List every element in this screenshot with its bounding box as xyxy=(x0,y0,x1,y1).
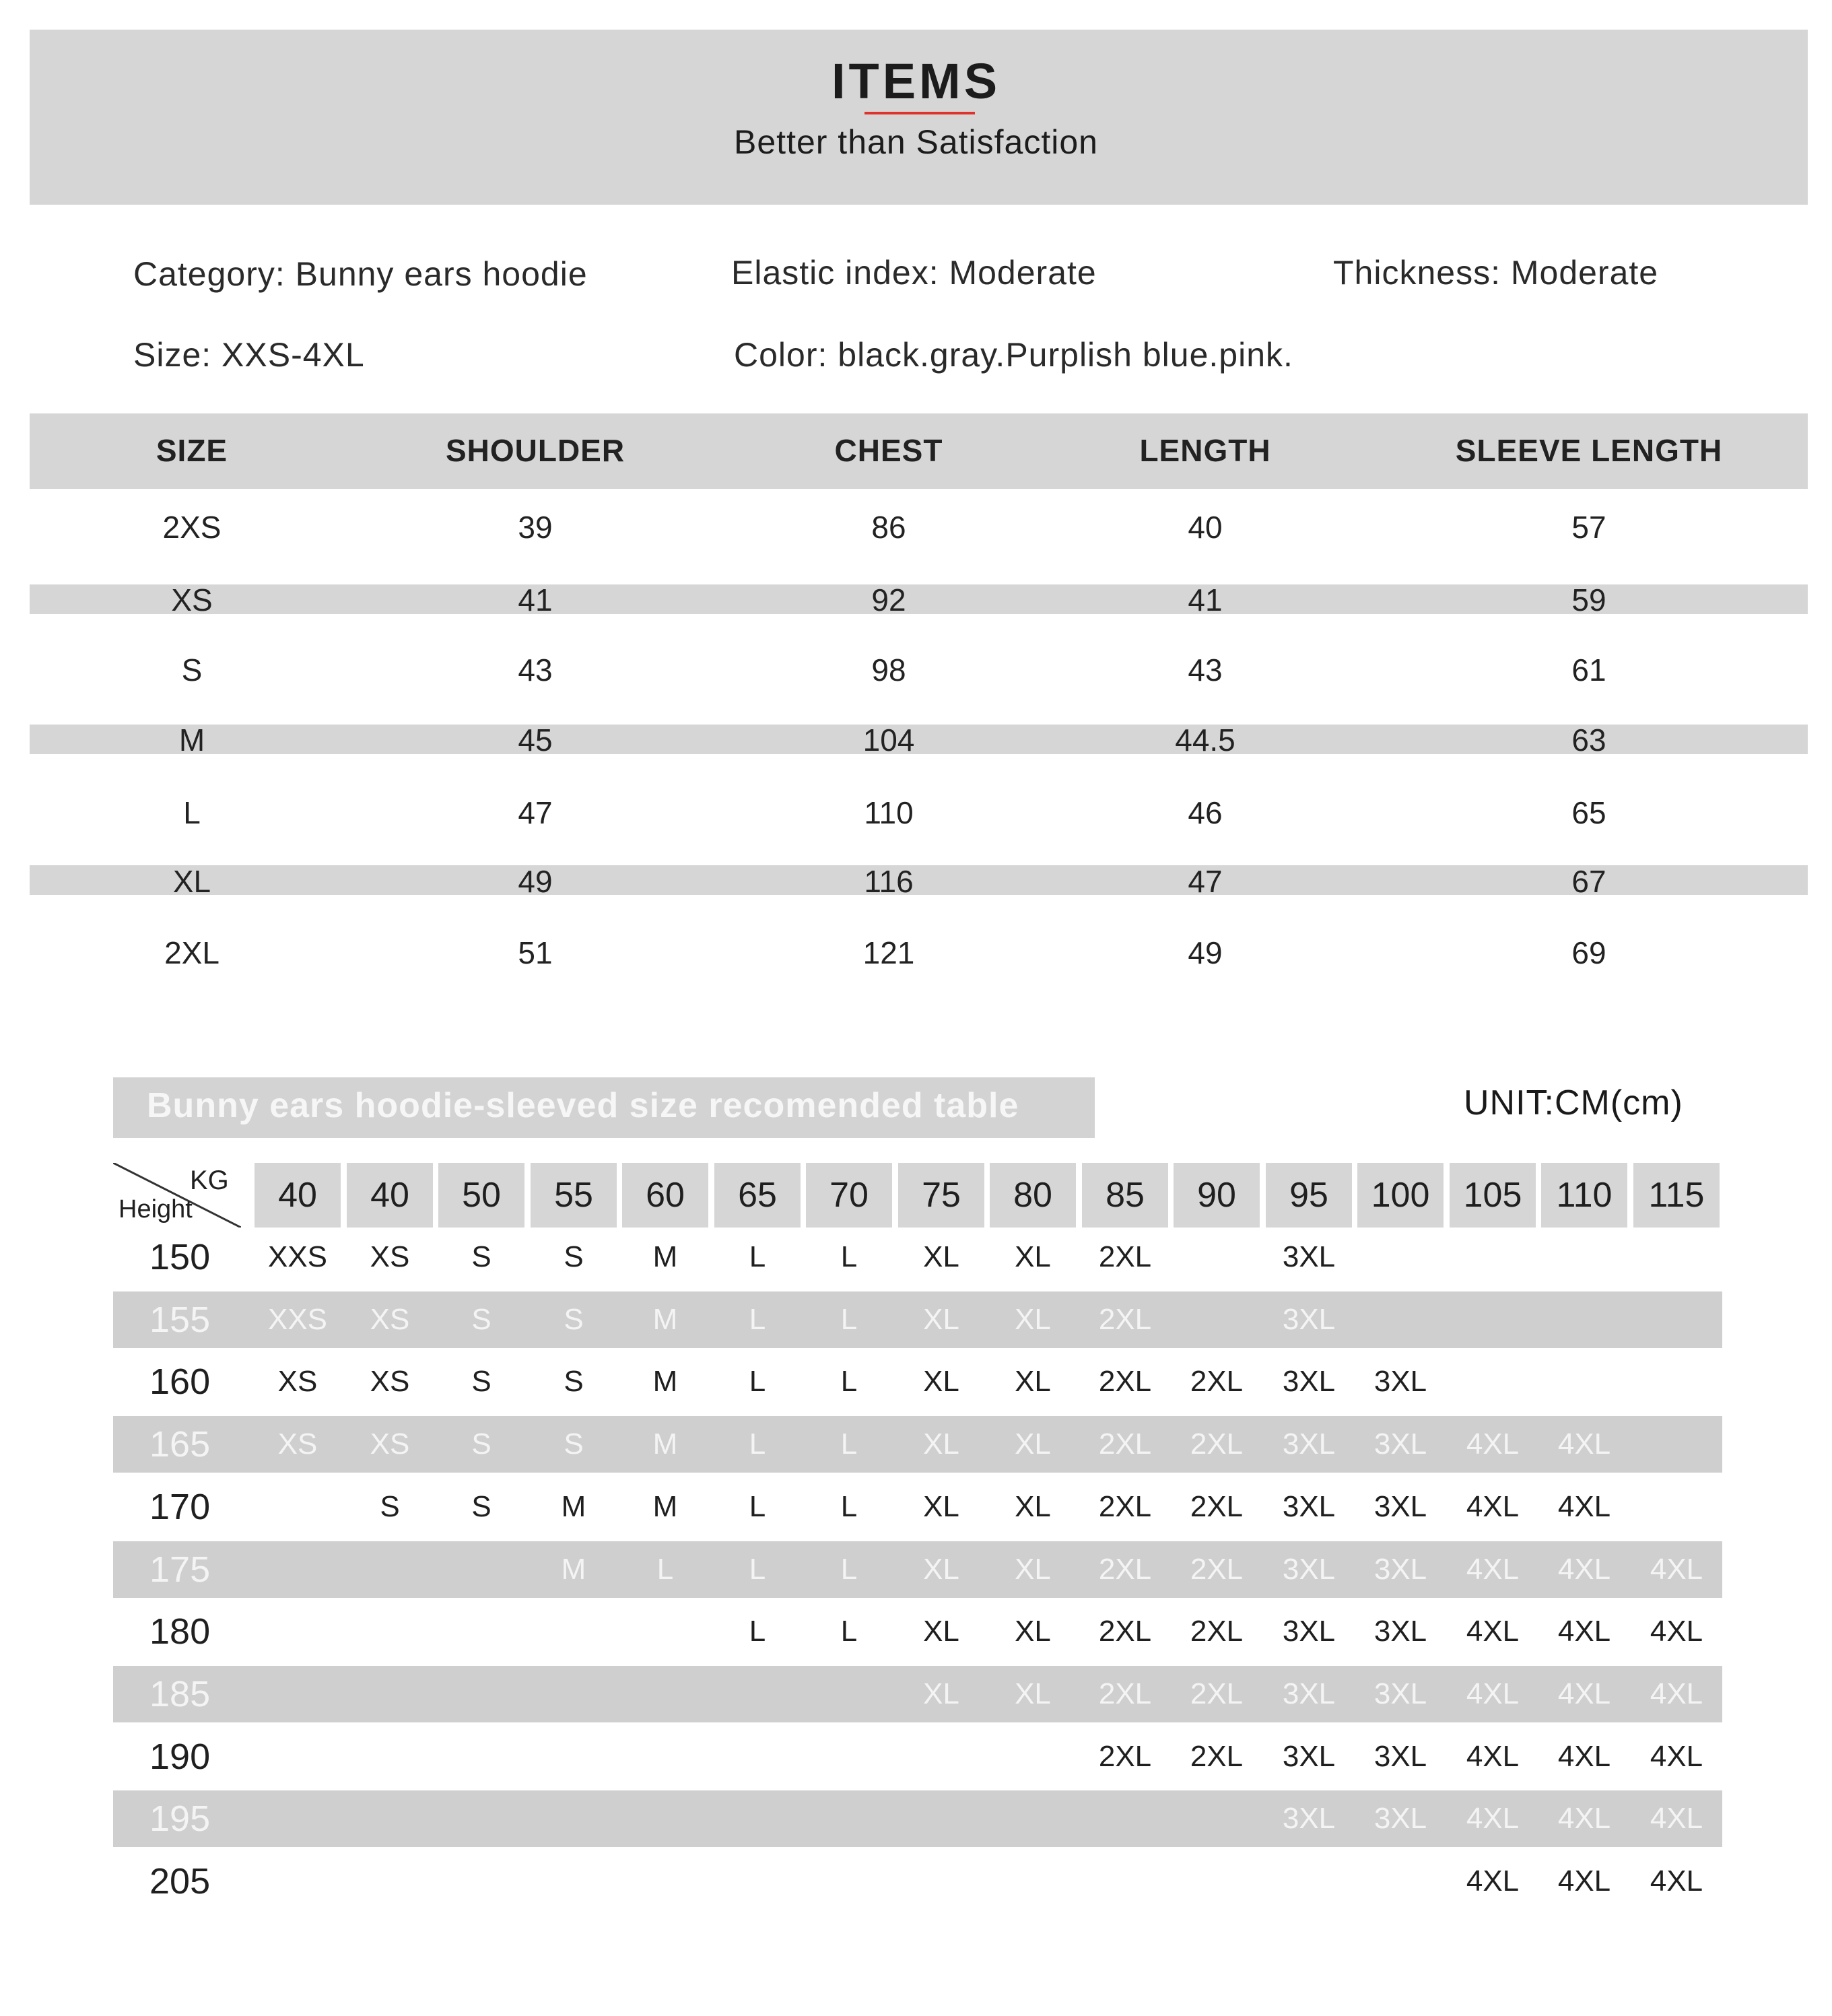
size-recommendation-cell: S xyxy=(380,1489,400,1523)
size-cell: 104 xyxy=(862,723,915,758)
size-cell: 67 xyxy=(1571,864,1606,899)
size-recommendation-cell: 2XL xyxy=(1190,1365,1244,1399)
size-recommendation-cell: 4XL xyxy=(1557,1427,1611,1461)
size-recommendation-cell: 3XL xyxy=(1373,1427,1427,1461)
size-cell: 69 xyxy=(1571,935,1606,970)
unit-label: UNIT:CM(cm) xyxy=(1464,1083,1683,1122)
size-recommendation-cell: 2XL xyxy=(1190,1615,1244,1648)
size-recommendation-cell: 2XL xyxy=(1190,1489,1244,1523)
height-row xyxy=(113,1666,1722,1722)
info-size: Size: XXS-4XL xyxy=(133,336,365,374)
size-recommendation-cell: 3XL xyxy=(1282,1615,1336,1648)
size-cell: 63 xyxy=(1571,723,1606,758)
size-recommendation-cell: XL xyxy=(1015,1302,1051,1336)
kg-header-cell: 105 xyxy=(1450,1163,1536,1228)
size-cell: 46 xyxy=(1188,795,1223,830)
size-recommendation-cell: 4XL xyxy=(1557,1615,1611,1648)
size-recommendation-cell: L xyxy=(840,1240,858,1273)
kg-header-cell: 60 xyxy=(622,1163,708,1228)
size-recommendation-cell: M xyxy=(561,1552,586,1586)
height-row xyxy=(113,1728,1722,1785)
size-cell: 40 xyxy=(1188,510,1223,545)
page-subtitle: Better than Satisfaction xyxy=(734,123,1098,161)
size-cell: 45 xyxy=(518,723,553,758)
size-cell: 116 xyxy=(864,864,914,899)
height-value: 190 xyxy=(149,1736,211,1777)
size-recommendation-cell: 2XL xyxy=(1098,1615,1152,1648)
size-recommendation-cell: 3XL xyxy=(1282,1240,1336,1273)
size-cell: XS xyxy=(171,582,213,617)
kg-header-cell: 40 xyxy=(255,1163,341,1228)
size-cell: 2XL xyxy=(164,935,219,970)
size-recommendation-cell: 2XL xyxy=(1098,1677,1152,1710)
size-recommendation-cell: S xyxy=(471,1427,491,1461)
size-recommendation-cell: 2XL xyxy=(1190,1552,1244,1586)
height-row xyxy=(113,1541,1722,1598)
size-recommendation-cell: L xyxy=(840,1552,858,1586)
size-recommendation-cell: 2XL xyxy=(1098,1240,1152,1273)
size-recommendation-cell: L xyxy=(840,1427,858,1461)
size-recommendation-cell: 4XL xyxy=(1557,1552,1611,1586)
height-row xyxy=(113,1353,1722,1410)
height-row xyxy=(113,1416,1722,1473)
size-recommendation-cell: L xyxy=(840,1489,858,1523)
size-recommendation-cell: XL xyxy=(923,1365,959,1399)
size-recommendation-cell: M xyxy=(652,1365,678,1399)
size-recommendation-cell: 4XL xyxy=(1557,1739,1611,1773)
size-recommendation-cell: XL xyxy=(923,1615,959,1648)
size-recommendation-cell: 3XL xyxy=(1373,1677,1427,1710)
size-cell: 43 xyxy=(518,652,553,687)
size-recommendation-cell: S xyxy=(471,1302,491,1336)
size-recommendation-cell: 4XL xyxy=(1650,1802,1703,1836)
kg-header-cell: 80 xyxy=(990,1163,1076,1228)
size-recommendation-cell: 3XL xyxy=(1373,1802,1427,1836)
size-recommendation-cell: 3XL xyxy=(1373,1615,1427,1648)
height-value: 180 xyxy=(149,1611,211,1652)
size-recommendation-cell: L xyxy=(749,1365,766,1399)
size-recommendation-cell: 4XL xyxy=(1650,1739,1703,1773)
size-recommendation-cell: XL xyxy=(1015,1489,1051,1523)
size-recommendation-cell: XL xyxy=(1015,1615,1051,1648)
size-cell: 39 xyxy=(518,510,553,545)
height-value: 205 xyxy=(149,1861,211,1902)
size-cell: 98 xyxy=(871,652,906,687)
size-recommendation-cell: XL xyxy=(923,1427,959,1461)
size-recommendation-cell: XL xyxy=(1015,1365,1051,1399)
size-recommendation-cell: 4XL xyxy=(1557,1677,1611,1710)
size-recommendation-cell: M xyxy=(652,1427,678,1461)
height-value: 155 xyxy=(149,1299,211,1340)
size-recommendation-cell: 2XL xyxy=(1190,1739,1244,1773)
size-recommendation-cell: 4XL xyxy=(1466,1864,1520,1897)
size-recommendation-cell: 4XL xyxy=(1557,1864,1611,1897)
size-recommendation-cell: 3XL xyxy=(1282,1427,1336,1461)
size-recommendation-cell: XL xyxy=(1015,1427,1051,1461)
kg-header-cell: 95 xyxy=(1266,1163,1352,1228)
info-thickness: Thickness: Moderate xyxy=(1333,254,1659,292)
size-cell: 65 xyxy=(1571,795,1606,830)
size-recommendation-cell: 2XL xyxy=(1190,1677,1244,1710)
size-recommendation-cell: 4XL xyxy=(1466,1677,1520,1710)
info-color: Color: black.gray.Purplish blue.pink. xyxy=(734,336,1293,374)
size-recommendation-cell: XS xyxy=(277,1365,318,1399)
kg-header-cell: 40 xyxy=(347,1163,433,1228)
size-recommendation-cell: S xyxy=(471,1365,491,1399)
col-header-chest: CHEST xyxy=(834,433,943,468)
size-cell: 49 xyxy=(1188,935,1223,970)
size-cell: 41 xyxy=(518,582,553,617)
size-recommendation-cell: 4XL xyxy=(1466,1427,1520,1461)
size-recommendation-cell: L xyxy=(840,1615,858,1648)
size-recommendation-cell: 2XL xyxy=(1098,1365,1152,1399)
size-recommendation-cell: XL xyxy=(923,1302,959,1336)
size-cell: 121 xyxy=(862,935,915,970)
size-recommendation-cell: XL xyxy=(1015,1677,1051,1710)
size-cell: M xyxy=(178,723,205,758)
kg-header-cell: 65 xyxy=(714,1163,801,1228)
height-value: 170 xyxy=(149,1486,211,1527)
size-recommendation-cell: M xyxy=(561,1489,586,1523)
size-recommendation-cell: 3XL xyxy=(1282,1677,1336,1710)
height-row xyxy=(113,1853,1722,1910)
size-recommendation-cell: 3XL xyxy=(1373,1552,1427,1586)
size-recommendation-cell: 4XL xyxy=(1650,1677,1703,1710)
size-recommendation-cell: L xyxy=(656,1552,674,1586)
size-recommendation-cell: L xyxy=(749,1302,766,1336)
size-recommendation-cell: L xyxy=(749,1552,766,1586)
col-header-size: SIZE xyxy=(156,433,228,468)
kg-header-cell: 75 xyxy=(898,1163,984,1228)
size-recommendation-cell: 3XL xyxy=(1282,1739,1336,1773)
corner-header xyxy=(113,1163,241,1228)
height-value: 195 xyxy=(149,1799,211,1840)
height-value: 160 xyxy=(149,1362,211,1403)
size-recommendation-cell: 4XL xyxy=(1650,1864,1703,1897)
size-cell: 47 xyxy=(1188,864,1223,899)
size-recommendation-cell: 4XL xyxy=(1466,1615,1520,1648)
title-underline xyxy=(864,112,975,114)
size-recommendation-cell: 4XL xyxy=(1650,1552,1703,1586)
size-recommendation-cell: 2XL xyxy=(1098,1302,1152,1336)
size-recommendation-cell: 2XL xyxy=(1190,1427,1244,1461)
size-recommendation-cell: 2XL xyxy=(1098,1427,1152,1461)
size-cell: 41 xyxy=(1188,582,1223,617)
kg-header-cell: 115 xyxy=(1633,1163,1720,1228)
size-recommendation-cell: L xyxy=(749,1489,766,1523)
size-recommendation-cell: XS xyxy=(370,1240,410,1273)
size-recommendation-cell: 4XL xyxy=(1466,1739,1520,1773)
size-cell: 110 xyxy=(864,795,914,830)
size-recommendation-cell: M xyxy=(652,1240,678,1273)
info-category: Category: Bunny ears hoodie xyxy=(133,255,588,293)
size-recommendation-cell: 4XL xyxy=(1650,1615,1703,1648)
size-recommendation-cell: 3XL xyxy=(1373,1365,1427,1399)
size-recommendation-cell: S xyxy=(564,1427,584,1461)
size-recommendation-cell: 3XL xyxy=(1373,1739,1427,1773)
size-recommendation-cell: 4XL xyxy=(1557,1489,1611,1523)
size-recommendation-cell: S xyxy=(564,1365,584,1399)
col-header-shoulder: SHOULDER xyxy=(445,433,625,468)
size-cell: 51 xyxy=(518,935,553,970)
size-recommendation-cell: XL xyxy=(1015,1552,1051,1586)
height-value: 175 xyxy=(149,1549,211,1590)
size-recommendation-cell: XS xyxy=(370,1427,410,1461)
kg-header-cell: 110 xyxy=(1541,1163,1627,1228)
size-recommendation-cell: XL xyxy=(923,1677,959,1710)
size-recommendation-cell: L xyxy=(749,1240,766,1273)
size-cell: 47 xyxy=(518,795,553,830)
size-cell: 57 xyxy=(1571,510,1606,545)
size-recommendation-cell: 3XL xyxy=(1282,1365,1336,1399)
size-cell: 49 xyxy=(518,864,553,899)
size-cell: 86 xyxy=(871,510,906,545)
kg-header-cell: 50 xyxy=(438,1163,524,1228)
size-recommendation-cell: L xyxy=(749,1427,766,1461)
size-recommendation-cell: 4XL xyxy=(1466,1552,1520,1586)
size-recommendation-cell: 3XL xyxy=(1282,1489,1336,1523)
size-recommendation-cell: 4XL xyxy=(1466,1489,1520,1523)
size-cell: 92 xyxy=(871,582,906,617)
size-recommendation-cell: XS xyxy=(277,1427,318,1461)
size-cell: L xyxy=(183,795,201,830)
size-recommendation-cell: 3XL xyxy=(1282,1552,1336,1586)
size-recommendation-cell: XXS xyxy=(267,1302,328,1336)
height-value: 165 xyxy=(149,1424,211,1465)
size-recommendation-cell: XL xyxy=(923,1489,959,1523)
size-recommendation-cell: XS xyxy=(370,1302,410,1336)
col-header-length: LENGTH xyxy=(1139,433,1271,468)
size-cell: 2XS xyxy=(162,510,222,545)
size-recommendation-cell: 3XL xyxy=(1282,1802,1336,1836)
height-row xyxy=(113,1291,1722,1348)
size-recommendation-cell: XXS xyxy=(267,1240,328,1273)
kg-header-cell: 90 xyxy=(1174,1163,1260,1228)
size-cell: 44.5 xyxy=(1175,723,1235,758)
recommend-title: Bunny ears hoodie-sleeved size recomended table xyxy=(147,1086,1019,1125)
kg-header-cell: 100 xyxy=(1357,1163,1444,1228)
size-recommendation-cell: 2XL xyxy=(1098,1489,1152,1523)
kg-label: KG xyxy=(190,1166,229,1195)
kg-header-cell: 70 xyxy=(806,1163,892,1228)
size-recommendation-cell: 3XL xyxy=(1373,1489,1427,1523)
height-row xyxy=(113,1790,1722,1847)
size-recommendation-cell: M xyxy=(652,1302,678,1336)
size-recommendation-cell: 3XL xyxy=(1282,1302,1336,1336)
size-recommendation-cell: 2XL xyxy=(1098,1739,1152,1773)
size-recommendation-cell: M xyxy=(652,1489,678,1523)
size-recommendation-cell: 4XL xyxy=(1466,1802,1520,1836)
size-recommendation-cell: L xyxy=(840,1365,858,1399)
size-recommendation-cell: L xyxy=(840,1302,858,1336)
size-recommendation-cell: S xyxy=(564,1240,584,1273)
page-title: ITEMS xyxy=(831,53,1001,109)
height-row xyxy=(113,1229,1722,1285)
size-recommendation-cell: XL xyxy=(923,1552,959,1586)
info-elastic-index: Elastic index: Moderate xyxy=(731,254,1097,292)
kg-header-cell: 85 xyxy=(1082,1163,1168,1228)
height-label: Height xyxy=(118,1195,193,1223)
size-cell: 43 xyxy=(1188,652,1223,687)
height-value: 185 xyxy=(149,1673,211,1714)
size-recommendation-cell: XL xyxy=(1015,1240,1051,1273)
kg-header-cell: 55 xyxy=(531,1163,617,1228)
size-recommendation-cell: S xyxy=(471,1240,491,1273)
height-row xyxy=(113,1479,1722,1535)
size-cell: 59 xyxy=(1571,582,1606,617)
size-recommendation-cell: 4XL xyxy=(1557,1802,1611,1836)
size-recommendation-cell: L xyxy=(749,1615,766,1648)
col-header-sleeve-length: SLEEVE LENGTH xyxy=(1455,433,1723,468)
size-recommendation-cell: XS xyxy=(370,1365,410,1399)
size-cell: XL xyxy=(172,864,211,899)
size-cell: S xyxy=(181,652,203,687)
height-row xyxy=(113,1603,1722,1660)
size-recommendation-cell: 2XL xyxy=(1098,1552,1152,1586)
height-value: 150 xyxy=(149,1237,211,1277)
size-recommendation-cell: S xyxy=(564,1302,584,1336)
size-recommendation-cell: S xyxy=(471,1489,491,1523)
size-recommendation-cell: XL xyxy=(923,1240,959,1273)
size-cell: 61 xyxy=(1571,652,1606,687)
